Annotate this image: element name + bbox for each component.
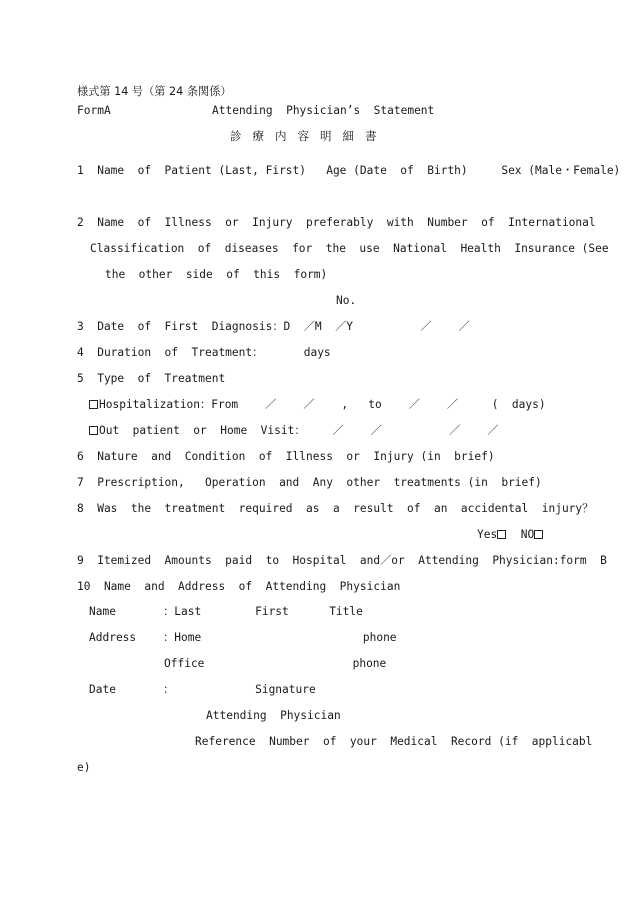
item-3-first-diagnosis: 3 Date of First Diagnosis：D ／M ／Y ／ ／: [77, 320, 470, 333]
outpatient-checkbox[interactable]: [89, 426, 98, 435]
item-4-duration: 4 Duration of Treatment： days: [77, 346, 331, 359]
item-8-accidental: 8 Was the treatment required as a result of an accidental injury？: [77, 502, 594, 515]
form-number-jp: 様式第 14 号（第 24 条関係）: [77, 85, 232, 98]
hospitalization-checkbox[interactable]: [89, 400, 98, 409]
attending-physician-label: Attending Physician: [206, 709, 341, 722]
item-1-patient: 1 Name of Patient (Last, First) Age (Date of Birth) Sex (Male・Female): [77, 164, 621, 177]
yes-checkbox[interactable]: [497, 530, 506, 539]
physician-name-row: Name ：Last First Title: [89, 605, 363, 618]
item-2-illness: 2 Name of Illness or Injury preferably with Number of International: [77, 216, 596, 229]
physician-date-row: Date ： Signature: [89, 683, 316, 696]
no-label: NO: [520, 528, 535, 541]
item-2-illness-line3: the other side of this form): [105, 268, 328, 281]
item-5-type: 5 Type of Treatment: [77, 372, 226, 385]
yes-no-answer: [477, 528, 544, 542]
outpatient-label: Out patient or Home Visit： ／ ／ ／ ／: [99, 424, 499, 437]
reference-number-label-cont: e): [77, 761, 91, 774]
no-label: No.: [336, 294, 357, 307]
form-title-jp: 診療内容明細書: [230, 129, 388, 143]
hospitalization-row: [89, 398, 546, 412]
form-title-en: Attending Physician’s Statement: [212, 104, 435, 117]
form-code: FormA: [77, 104, 111, 117]
reference-number-label: Reference Number of your Medical Record (if applicabl: [195, 735, 593, 748]
no-checkbox[interactable]: [534, 530, 543, 539]
hospitalization-label: Hospitalization：From ／ ／ , to ／ ／ ( days): [99, 398, 546, 411]
item-6-nature: 6 Nature and Condition of Illness or Injury (in brief): [77, 450, 495, 463]
physician-office-row: Office phone: [164, 657, 387, 670]
yes-label: Yes: [477, 528, 498, 541]
item-7-prescription: 7 Prescription, Operation and Any other treatments (in brief): [77, 476, 542, 489]
outpatient-row: [89, 424, 498, 438]
physician-address-row: Address ：Home phone: [89, 631, 397, 644]
item-9-amounts: 9 Itemized Amounts paid to Hospital and／or Attending Physician:form B: [77, 554, 607, 567]
item-10-physician: 10 Name and Address of Attending Physician: [77, 580, 401, 593]
item-2-illness-line2: Classification of diseases for the use National Health Insurance (See: [90, 242, 609, 255]
